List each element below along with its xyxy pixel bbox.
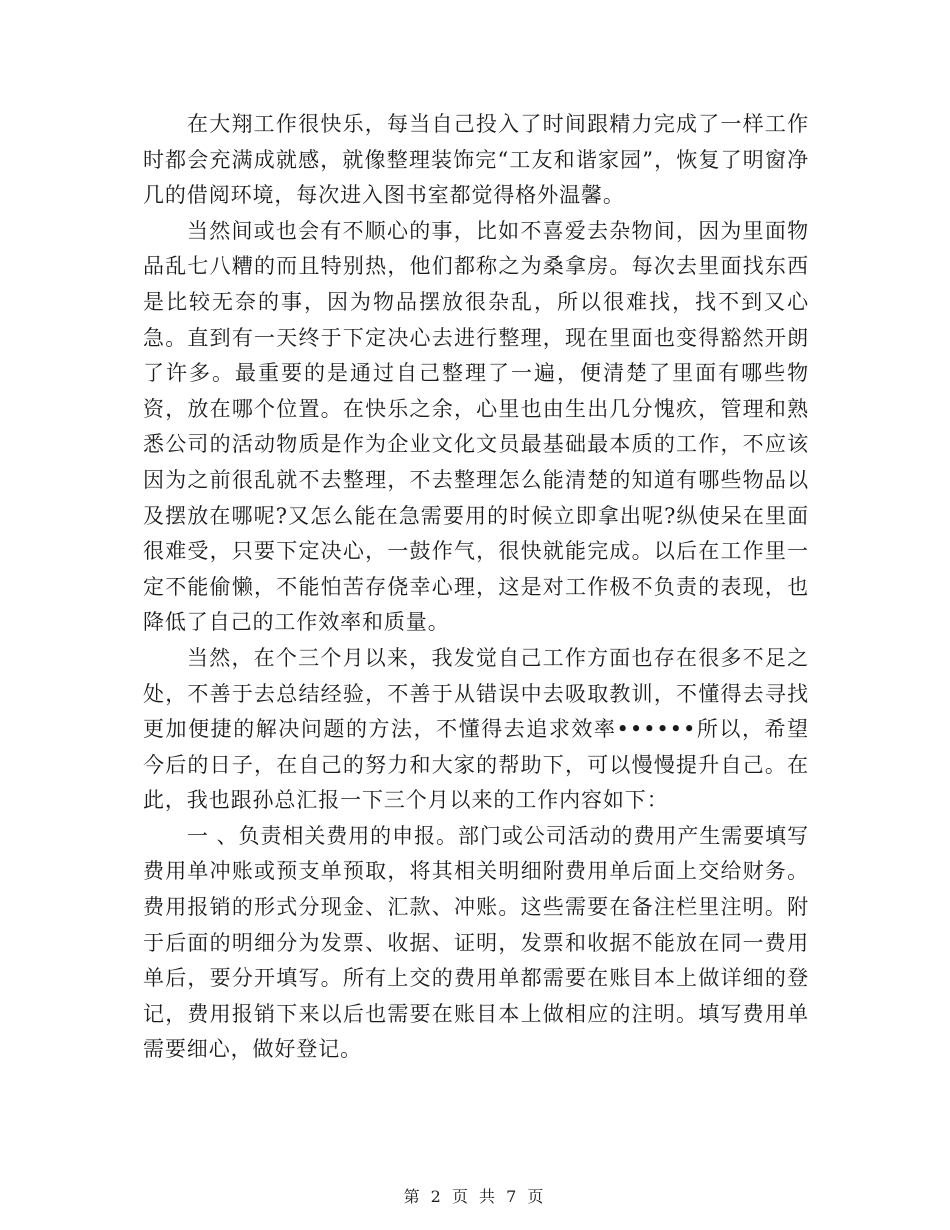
paragraph-3: 当然，在个三个月以来，我发觉自己工作方面也存在很多不足之处，不善于去总结经验，不善于从错误中去吸取教训，不懂得去寻找更加便捷的解决问题的方法，不懂得去追求效率••••••所以，希望今后的日子，在自己的努力和大家的帮助下，可以慢慢提升自己。在此，我也跟孙总汇报一下三个月以来的工作内容如下：: [143, 645, 809, 813]
paragraph-4: 一 、负责相关费用的申报。部门或公司活动的费用产生需要填写费用单冲账或预支单预取，将其相关明细附费用单后面上交给财务。费用报销的形式分现金、汇款、冲账。这些需要在备注栏里注明。附于后面的明细分为发票、收据、证明，发票和收据不能放在同一费用单后，要分开填写。所有上交的费用单都需要在账目本上做详细的登记，费用报销下来以后也需要在账目本上做相应的注明。填写费用单需要细心，做好登记。: [143, 823, 809, 1062]
paragraph-2: 当然间或也会有不顺心的事，比如不喜爱去杂物间，因为里面物品乱七八糟的而且特别热，他们都称之为桑拿房。每次去里面找东西是比较无奈的事，因为物品摆放很杂乱，所以很难找，找不到又心急。直到有一天终于下定决心去进行整理，现在里面也变得豁然开朗了许多。最重要的是通过自己整理了一遍，便清楚了里面有哪些物资，放在哪个位置。在快乐之余，心里也由生出几分愧疚，管理和熟悉公司的活动物质是作为企业文化文员最基础最本质的工作，不应该因为之前很乱就不去整理，不去整理怎么能清楚的知道有哪些物品以及摆放在哪呢?又怎么能在急需要用的时候立即拿出呢?纵使呆在里面很难受，只要下定决心，一鼓作气，很快就能完成。以后在工作里一定不能偷懒，不能怕苦存侥幸心理，这是对工作极不负责的表现，也降低了自己的工作效率和质量。: [143, 218, 809, 635]
document-body: [143, 107, 809, 1068]
page-number-footer: 第 2 页 共 7 页: [403, 1187, 547, 1206]
paragraph-1: 在大翔工作很快乐，每当自己投入了时间跟精力完成了一样工作时都会充满成就感，就像整理装饰完“工友和谐家园”，恢复了明窗净几的借阅环境，每次进入图书室都觉得格外温馨。: [143, 112, 809, 208]
